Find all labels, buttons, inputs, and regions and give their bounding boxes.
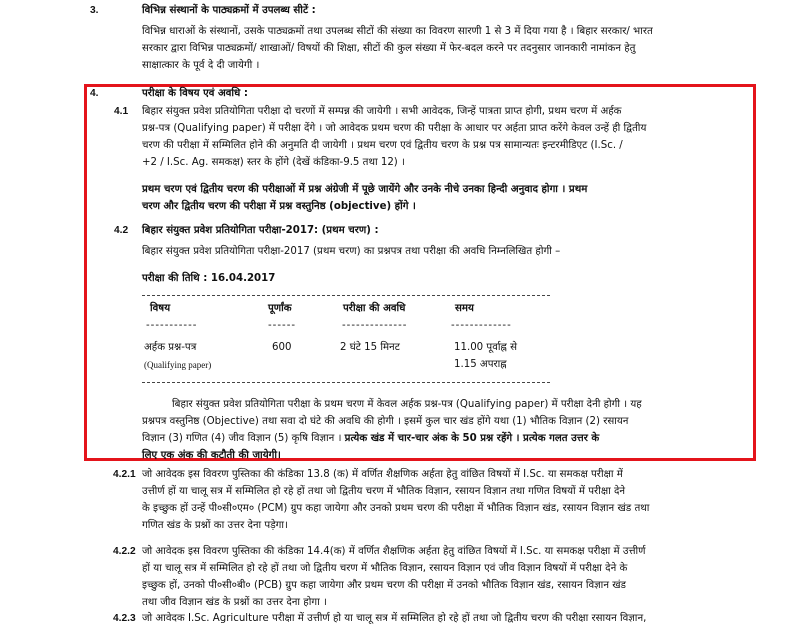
- section-4-2-3-line: जो आवेदक I.Sc. Agriculture परीक्षा में उत्तीर्ण हो या चालू सत्र में सम्मिलित हो रहे हों तथा जो द्वितीय चरण की परीक्षा रसायन विज्ञान,: [142, 613, 647, 624]
- section-4-2-1-line: उत्तीर्ण हों या चालू सत्र में सम्मिलित हो रहे हों तथा जो द्वितीय चरण में भौतिक विज्ञान, रसायन विज्ञान तथा गणित विषयों में परीक्षा देने: [142, 486, 626, 497]
- section-4-1-body: [142, 103, 742, 171]
- section-3-heading: विभिन्न संस्थानों के पाठ्यक्रमों में उपलब्ध सीटें :: [142, 5, 316, 16]
- section-4-1-note-line: चरण और द्वितीय चरण की परीक्षा में प्रश्न वस्तुनिष्ठ (objective) होंगे ।: [142, 201, 416, 212]
- section-4-2-3-number: 4.2.3: [113, 613, 136, 624]
- section-4-1-line: प्रश्न-पत्र (Qualifying paper) में परीक्षा देंगे । जो आवेदक प्रथम चरण की परीक्षा के आधार पर अर्हता प्राप्त करेंगे केवल उन्हें ही द्वितीय: [142, 123, 647, 134]
- section-4-2-para-line: प्रश्नपत्र वस्तुनिष्ठ (Objective) तथा सवा दो घंटे की अवधि की होगी । इसमें कुल चार खंड होंगे यथा (1) भौतिक विज्ञान (2) रसायन: [142, 416, 629, 427]
- table-cell-subject: अर्हक प्रश्न-पत्र: [144, 342, 197, 353]
- table-cell-marks: 600: [272, 342, 292, 353]
- table-dash-time: -------------: [451, 320, 512, 331]
- section-4-2-1-number: 4.2.1: [113, 469, 136, 480]
- section-4-1-note: [142, 181, 742, 215]
- section-4-2-1-line: के इच्छुक हों उन्हें पी०सी०एम० (PCM) ग्रुप कहा जायेगा और उनको प्रथम चरण की परीक्षा में भौतिक विज्ञान खंड, रसायन विज्ञान खंड तथा: [142, 503, 650, 514]
- section-4-2-number: 4.2: [114, 225, 129, 236]
- section-4-number: 4.: [90, 88, 99, 99]
- section-3-line: साक्षात्कार के पूर्व दे दी जायेगी ।: [142, 60, 260, 71]
- section-4-1-line: बिहार संयुक्त प्रवेश प्रतियोगिता परीक्षा दो चरणों में सम्पन्न की जायेगी । सभी आवेदक, जिन्हें पात्रता प्राप्त होगी, प्रथम चरण में अर्हक: [142, 106, 622, 117]
- section-4-1-number: 4.1: [114, 106, 129, 117]
- section-4-2-heading: बिहार संयुक्त प्रवेश प्रतियोगिता परीक्षा-2017: (प्रथम चरण) :: [142, 225, 379, 236]
- section-4-2-3-body: [142, 610, 742, 627]
- section-4-2-para-bold: प्रत्येक खंड में चार-चार अंक के 50 प्रश्न रहेंगे । प्रत्येक गलत उत्तर के: [344, 433, 600, 444]
- section-4-2-2-number: 4.2.2: [113, 546, 136, 557]
- table-cell-subject-en: (Qualifying paper): [144, 360, 212, 370]
- section-4-2-2-line: हों या चालू सत्र में सम्मिलित हो रहे हों तथा जो द्वितीय चरण में भौतिक विज्ञान, रसायन विज्ञान एवं जीव विज्ञान विषयों में परीक्षा देने के: [142, 563, 628, 574]
- table-dash-duration: --------------: [342, 320, 408, 331]
- section-4-1-line: +2 / I.Sc. Ag. समकक्ष) स्तर के होंगे (देखें कंडिका-9.5 तथा 12) ।: [142, 157, 405, 168]
- section-4-2-1-line: जो आवेदक इस विवरण पुस्तिका की कंडिका 13.8 (क) में वर्णित शैक्षणिक अर्हता हेतु वांछित विषयों में I.Sc. या समकक्ष परीक्षा में: [142, 469, 623, 480]
- table-dash-marks: ------: [268, 320, 297, 331]
- exam-date: परीक्षा की तिथि : 16.04.2017: [142, 273, 276, 284]
- section-4-2-2-body: [142, 543, 742, 611]
- table-header-time: समय: [455, 303, 474, 314]
- table-cell-time-end: 1.15 अपराह्न: [454, 359, 507, 370]
- section-4-2-para-normal: विज्ञान (3) गणित (4) जीव विज्ञान (5) कृषि विज्ञान ।: [142, 433, 345, 444]
- section-4-2-para-line-3: [142, 430, 742, 447]
- section-4-2-para-line: बिहार संयुक्त प्रवेश प्रतियोगिता परीक्षा के प्रथम चरण में केवल अर्हक प्रश्न-पत्र (Qualifying paper) में परीक्षा देनी होगी । यह: [172, 399, 642, 410]
- table-header-subject: विषय: [150, 303, 171, 314]
- section-4-heading: परीक्षा के विषय एवं अवधि :: [142, 88, 248, 99]
- section-3-line: विभिन्न धाराओं के संस्थानों, उसके पाठ्यक्रमों तथा उपलब्ध सीटों की संख्या का विवरण सारणी 1 से 3 में दिया गया है । बिहार सरकार/ भारत: [142, 26, 653, 37]
- section-4-2-2-line: तथा जीव विज्ञान खंड के प्रश्नों का उत्तर देना होगा ।: [142, 597, 327, 608]
- section-4-2-2-line: जो आवेदक इस विवरण पुस्तिका की कंडिका 14.4(क) में वर्णित शैक्षणिक अर्हता हेतु वांछित विषयों में I.Sc. या समकक्ष परीक्षा में उत्तीर्ण: [142, 546, 646, 557]
- section-4-2-intro: बिहार संयुक्त प्रवेश प्रतियोगिता परीक्षा-2017 (प्रथम चरण) का प्रश्नपत्र तथा परीक्षा की अवधि निम्नलिखित होगी –: [142, 246, 561, 257]
- section-4-1-line: चरण की परीक्षा में सम्मिलित होने की अनुमति दी जायेगी । प्रथम चरण एवं द्वितीय चरण के प्रश्न पत्र सामान्यतः इन्टरमीडिएट (I.Sc. /: [142, 140, 623, 151]
- table-dash-subject: -----------: [146, 320, 198, 331]
- table-header-marks: पूर्णांक: [268, 303, 292, 314]
- table-cell-duration: 2 घंटे 15 मिनट: [340, 342, 400, 353]
- section-4-2-para-line-4: लिए एक अंक की कटौती की जायेगी।: [142, 450, 281, 461]
- section-4-2-paragraph: [142, 396, 742, 464]
- section-3-number: 3.: [90, 5, 99, 16]
- section-3-body: [142, 23, 744, 74]
- section-4-2-1-body: [142, 466, 742, 534]
- section-4-1-note-line: प्रथम चरण एवं द्वितीय चरण की परीक्षाओं में प्रश्न अंग्रेजी में पूछे जायेंगे और उनके नीचे उनका हिन्दी अनुवाद होगा । प्रथम: [142, 184, 588, 195]
- table-header-duration: परीक्षा की अवधि: [343, 303, 406, 314]
- table-top-rule: [142, 295, 550, 296]
- table-cell-time-start: 11.00 पूर्वाह्न से: [454, 342, 517, 353]
- section-4-2-1-line: गणित खंड के प्रश्नों का उत्तर देना पड़ेगा।: [142, 520, 288, 531]
- table-bottom-rule: [142, 382, 550, 383]
- section-4-2-2-line: इच्छुक हों, उनको पी०सी०बी० (PCB) ग्रुप कहा जायेगा और प्रथम चरण की परीक्षा में उनको भौतिक विज्ञान खंड, रसायन विज्ञान खंड: [142, 580, 627, 591]
- section-3-line: सरकार द्वारा विभिन्न पाठ्यक्रमों/ शाखाओं/ विषयों की शिक्षा, सीटों की कुल संख्या में फेर-बदल करने पर तदनुसार जानकारी नामांकन हेतु: [142, 43, 636, 54]
